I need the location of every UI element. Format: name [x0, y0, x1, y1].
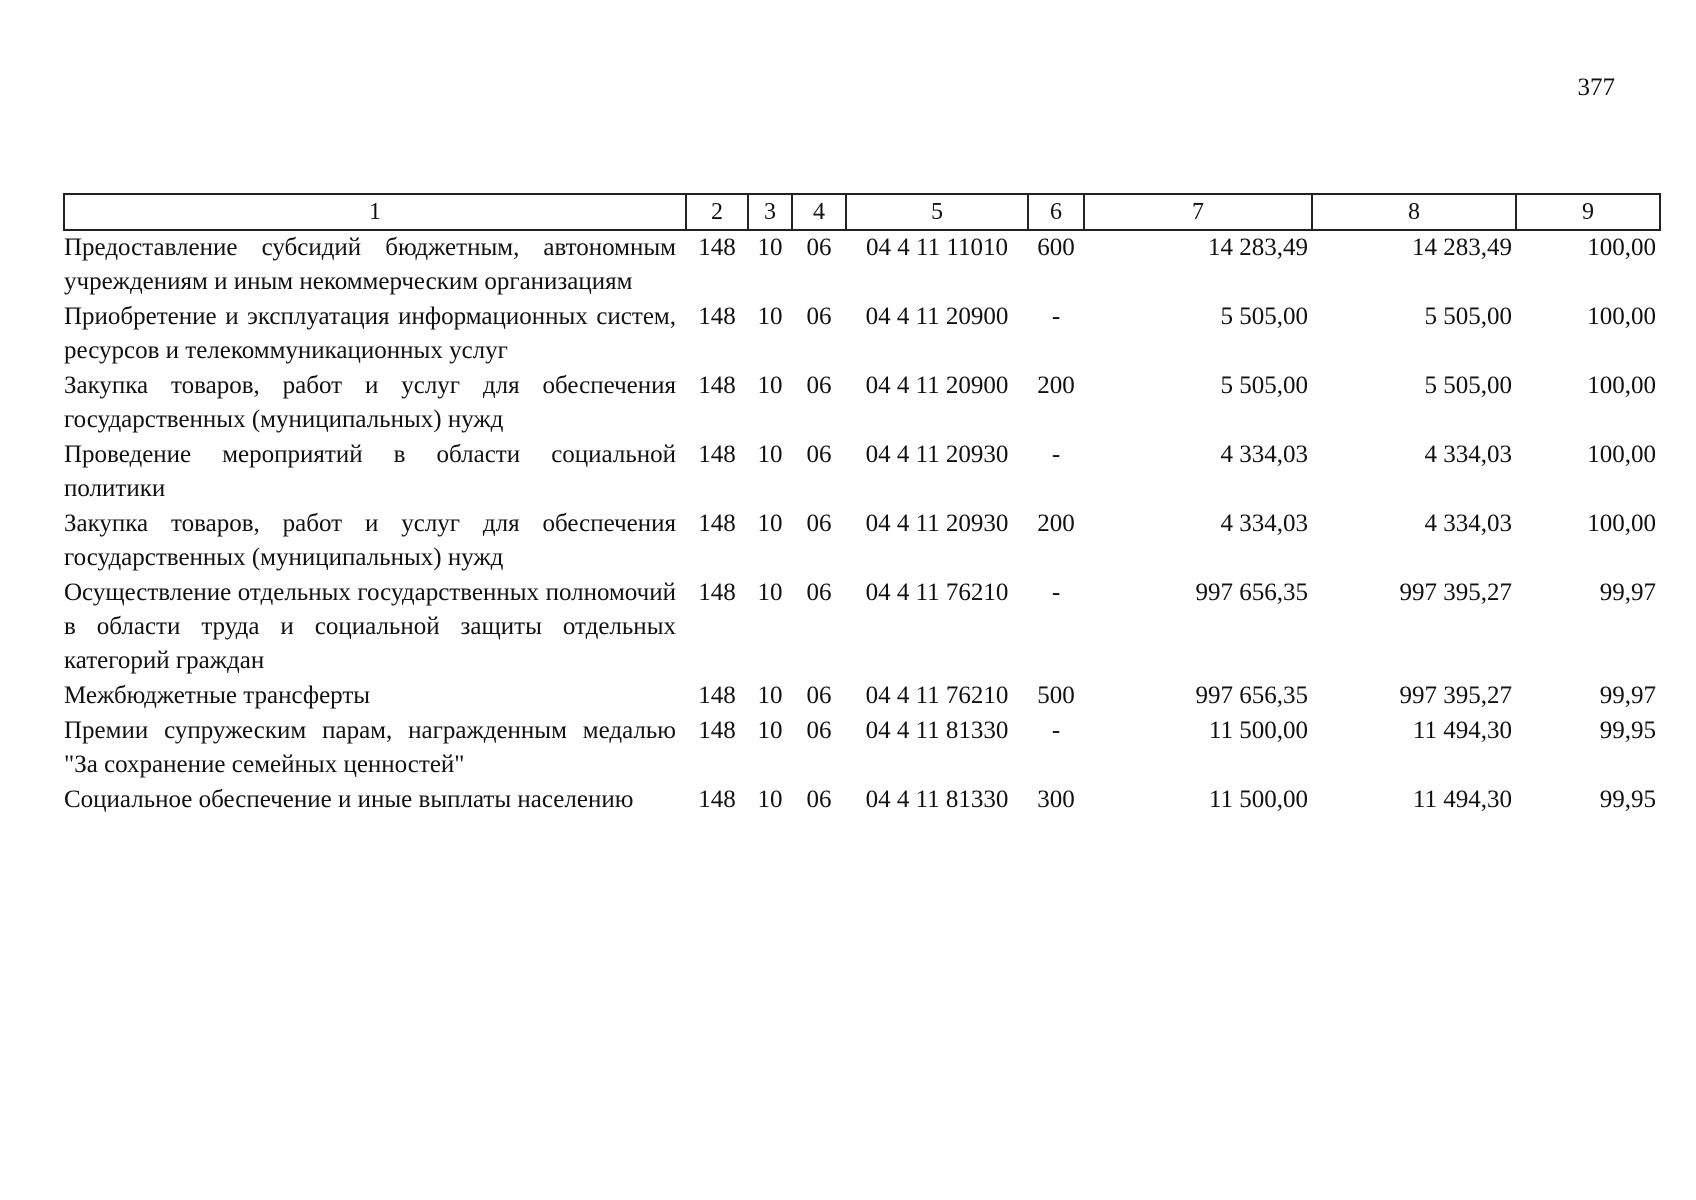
row-col-5: 04 4 11 20900	[865, 372, 1009, 399]
row-col-6: -	[1051, 579, 1061, 606]
row-col-2: 148	[698, 682, 736, 709]
row-col-4: 06	[806, 441, 832, 468]
table-row	[64, 438, 1660, 507]
row-col-3: 10	[757, 441, 783, 468]
row-col-2: 148	[698, 303, 736, 330]
table-row	[64, 576, 1660, 679]
row-col-5: 04 4 11 76210	[865, 579, 1009, 606]
row-col-8: 14 283,49	[1412, 234, 1512, 261]
row-col-8: 5 505,00	[1424, 303, 1512, 330]
row-col-9: 100,00	[1587, 303, 1656, 330]
row-col-9: 99,97	[1599, 682, 1656, 709]
row-name: Предоставление субсидий бюджетным, автономным учреждениям и иным некоммерческим организациям	[64, 234, 676, 295]
row-col-2: 148	[698, 510, 736, 537]
row-col-4: 06	[806, 786, 832, 813]
header-col-2: 2	[686, 194, 748, 230]
row-col-7: 14 283,49	[1208, 234, 1308, 261]
row-col-5: 04 4 11 20930	[865, 510, 1009, 537]
row-col-7: 11 500,00	[1208, 717, 1308, 744]
row-col-9: 100,00	[1587, 441, 1656, 468]
row-col-6: -	[1051, 441, 1061, 468]
row-col-7: 4 334,03	[1220, 441, 1308, 468]
row-col-7: 997 656,35	[1195, 682, 1308, 709]
row-col-8: 997 395,27	[1399, 682, 1512, 709]
row-col-9: 100,00	[1587, 510, 1656, 537]
table-row	[64, 369, 1660, 438]
row-col-6: -	[1051, 303, 1061, 330]
row-col-6: 300	[1037, 786, 1075, 813]
header-col-6: 6	[1028, 194, 1084, 230]
table-row	[64, 783, 1660, 818]
row-col-7: 5 505,00	[1220, 303, 1308, 330]
row-col-6: 600	[1037, 234, 1075, 261]
header-col-4: 4	[792, 194, 846, 230]
row-col-4: 06	[806, 717, 832, 744]
row-col-4: 06	[806, 303, 832, 330]
row-col-4: 06	[806, 372, 832, 399]
row-name: Осуществление отдельных государственных полномочий в области труда и социальной защиты отдельных категорий граждан	[64, 579, 676, 674]
row-col-4: 06	[806, 510, 832, 537]
row-col-5: 04 4 11 20900	[865, 303, 1009, 330]
row-col-3: 10	[757, 717, 783, 744]
header-row	[64, 194, 1660, 230]
table-body	[64, 230, 1660, 818]
row-col-7: 11 500,00	[1208, 786, 1308, 813]
row-col-3: 10	[757, 234, 783, 261]
row-col-2: 148	[698, 441, 736, 468]
row-col-9: 99,97	[1599, 579, 1656, 606]
row-col-5: 04 4 11 11010	[866, 234, 1008, 261]
row-name: Закупка товаров, работ и услуг для обеспечения государственных (муниципальных) нужд	[64, 372, 676, 433]
row-name: Межбюджетные трансферты	[64, 682, 371, 709]
header-col-1: 1	[64, 194, 686, 230]
row-col-8: 5 505,00	[1424, 372, 1512, 399]
table-row	[64, 507, 1660, 576]
row-col-5: 04 4 11 81330	[865, 717, 1009, 744]
page-number: 377	[1577, 74, 1615, 101]
row-col-9: 99,95	[1599, 786, 1656, 813]
budget-table	[63, 193, 1661, 818]
row-col-2: 148	[698, 372, 736, 399]
row-col-6: 200	[1037, 372, 1075, 399]
row-col-4: 06	[806, 234, 832, 261]
row-name: Социальное обеспечение и иные выплаты населению	[64, 786, 634, 813]
row-col-5: 04 4 11 81330	[865, 786, 1009, 813]
row-col-2: 148	[698, 786, 736, 813]
row-col-4: 06	[806, 682, 832, 709]
row-col-3: 10	[757, 786, 783, 813]
row-col-7: 997 656,35	[1195, 579, 1308, 606]
row-col-8: 4 334,03	[1424, 510, 1512, 537]
table-row	[64, 300, 1660, 369]
row-col-5: 04 4 11 76210	[865, 682, 1009, 709]
row-col-2: 148	[698, 234, 736, 261]
row-col-9: 99,95	[1599, 717, 1656, 744]
header-col-7: 7	[1084, 194, 1312, 230]
row-col-7: 5 505,00	[1220, 372, 1308, 399]
row-name: Проведение мероприятий в области социальной политики	[64, 441, 676, 502]
row-col-7: 4 334,03	[1220, 510, 1308, 537]
row-col-8: 4 334,03	[1424, 441, 1512, 468]
row-col-2: 148	[698, 717, 736, 744]
table-header	[64, 194, 1660, 230]
row-col-3: 10	[757, 510, 783, 537]
row-col-8: 11 494,30	[1412, 717, 1512, 744]
table-row	[64, 230, 1660, 300]
row-name: Закупка товаров, работ и услуг для обеспечения государственных (муниципальных) нужд	[64, 510, 676, 571]
row-col-5: 04 4 11 20930	[865, 441, 1009, 468]
header-col-5: 5	[846, 194, 1028, 230]
row-col-3: 10	[757, 682, 783, 709]
row-col-4: 06	[806, 579, 832, 606]
row-col-2: 148	[698, 579, 736, 606]
row-name: Премии супружеским парам, награжденным медалью "За сохранение семейных ценностей"	[64, 717, 676, 778]
row-col-3: 10	[757, 372, 783, 399]
row-col-6: -	[1051, 717, 1061, 744]
row-name: Приобретение и эксплуатация информационных систем, ресурсов и телекоммуникационных услуг	[64, 303, 676, 364]
row-col-3: 10	[757, 579, 783, 606]
row-col-6: 200	[1037, 510, 1075, 537]
header-col-3: 3	[748, 194, 792, 230]
row-col-3: 10	[757, 303, 783, 330]
row-col-6: 500	[1037, 682, 1075, 709]
row-col-9: 100,00	[1587, 234, 1656, 261]
row-col-9: 100,00	[1587, 372, 1656, 399]
row-col-8: 11 494,30	[1412, 786, 1512, 813]
table-row	[64, 679, 1660, 714]
row-col-8: 997 395,27	[1399, 579, 1512, 606]
header-col-9: 9	[1516, 194, 1660, 230]
table-row	[64, 714, 1660, 783]
header-col-8: 8	[1312, 194, 1516, 230]
